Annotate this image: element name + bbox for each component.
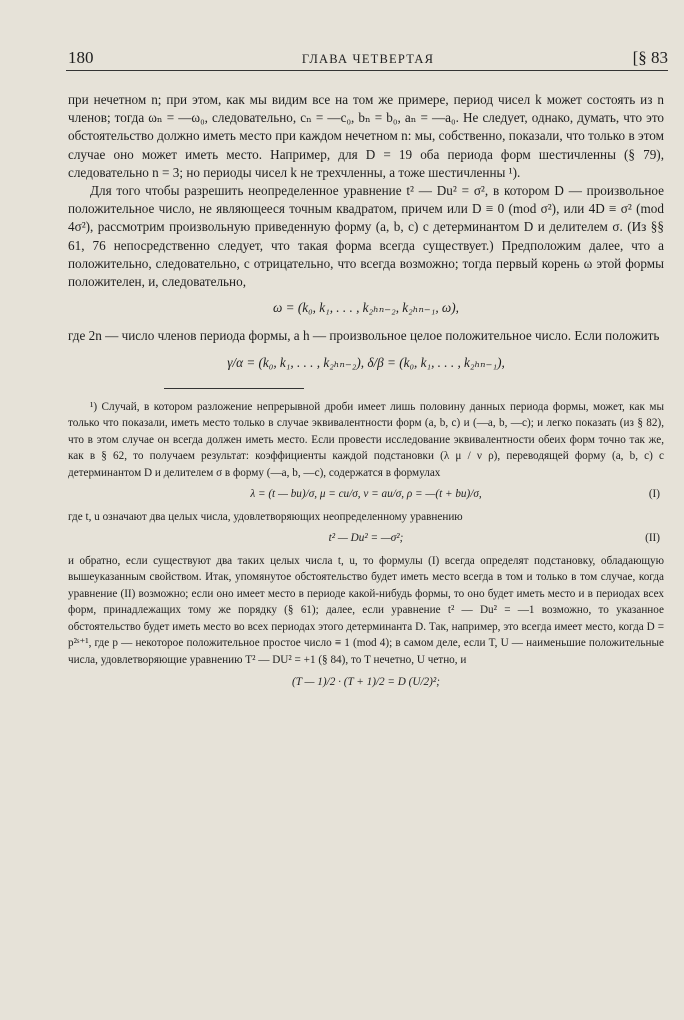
main-text [68, 91, 664, 691]
footnote-paragraph: и обратно, если существуют два таких целых числа t, u, то формулы (I) всегда определят подстановку, обладающую вышеуказанным свойством. Итак, упомянутое обстоятельство будет иметь место всегда в том и только в том случае, когда уравнение (II) возможно; если оно имеет место в периоде какой-нибудь формы, то оно будет иметь место и в периодах всех форм, принадлежащих тому же порядку (§ 61); далее, если уравнение t² — Du² = —1 возможно, то указанное обстоятельство будет иметь место во всех периодах этого детерминанта D. Так, например, это всегда имеет место, когда D = p²ˢ⁺¹, где p — некоторое положительное простое число ≡ 1 (mod 4); в самом деле, если T, U — наименьшие положительные числа, удовлетворяющие уравнению T² — DU² = +1 (§ 84), то T нечетно, U четно, и [68, 554, 664, 666]
footnote-rule [164, 388, 304, 389]
equation-body: λ = (t — bu)/σ, μ = cu/σ, ν = au/σ, ρ = —(t + bu)/σ, [250, 488, 482, 501]
footnote-paragraph: ¹) Случай, в котором разложение непрерывной дроби имеет лишь половину данных периода формы, может, как мы только что показали, иметь место только в случае эквивалентности форм (a, b, c) и (—a, b, —c); и легко показать (из § 82), что в этом случае он всегда должен иметь место. Если провести исследование эквивалентности обеих форм точно так же, как в § 62, то получаем результат: коэффициенты каждой подстановки (λ μ / ν ρ), переводящей форму (a, b, c) с детерминантом D и делителем σ в форму (—a, b, —c), содержатся в формулах [68, 400, 664, 479]
equation-number: (I) [648, 488, 660, 501]
chapter-title: ГЛАВА ЧЕТВЕРТАЯ [301, 52, 435, 66]
footnote-paragraph: где t, u означают два целых числа, удовлетворяющих неопределенному уравнению [68, 510, 463, 523]
header-rule [66, 70, 668, 71]
paragraph: где 2n — число членов периода формы, а h — произвольное целое положительное число. Если положить [68, 328, 660, 344]
equation-body: t² — Du² = —σ²; [328, 532, 404, 545]
formula-fractions: γ/α = (k₀, k₁, . . . , k₂ₕₙ₋₂), δ/β = (k₀, k₁, . . . , k₂ₕₙ₋₁), [227, 354, 505, 370]
footnote-final-equation: (T — 1)/2 · (T + 1)/2 = D (U/2)²; [292, 676, 440, 689]
equation-number: (II) [645, 532, 660, 545]
paragraph: при нечетном n; при этом, как мы видим все на том же примере, период чисел k может состоять из n членов; тогда ωₙ = —ω₀, следовательно, cₙ = —c₀, bₙ = b₀, aₙ = —a₀. Не следует, однако, думать, что это обстоятельство должно иметь место при каждом нечетном n: мы, собственно, показали, что только в этом случае оно может иметь место. Например, для D = 19 оба периода форм шестичленны (§ 79), следовательно n = 3; но периоды чисел k не трехчленны, а тоже шестичленны ¹). [68, 92, 664, 180]
footnote [68, 399, 664, 691]
page-header [68, 48, 668, 70]
section-number: [§ 83 [632, 48, 668, 67]
formula-omega: ω = (k₀, k₁, . . . , k₂ₕₙ₋₂, k₂ₕₙ₋₁, ω), [273, 300, 459, 316]
paragraph: Для того чтобы разрешить неопределенное уравнение t² — Du² = σ², в котором D — произвольное положительное число, не являющееся точным квадратом, причем или D ≡ 0 (mod σ²), или 4D ≡ σ² (mod 4σ²), рассмотрим произвольную приведенную форму (a, b, c) с детерминантом D и делителем σ. (Из §§ 61, 76 непосредственно следует, что такая форма всегда существует.) Предположим далее, что a положительно, следовательно, c отрицательно, что всегда возможно; тогда первый корень ω этой формы положителен, и, следовательно, [68, 183, 664, 290]
page-number: 180 [68, 48, 94, 67]
footnote-equation-II [68, 530, 664, 547]
footnote-equation-I [68, 486, 664, 503]
